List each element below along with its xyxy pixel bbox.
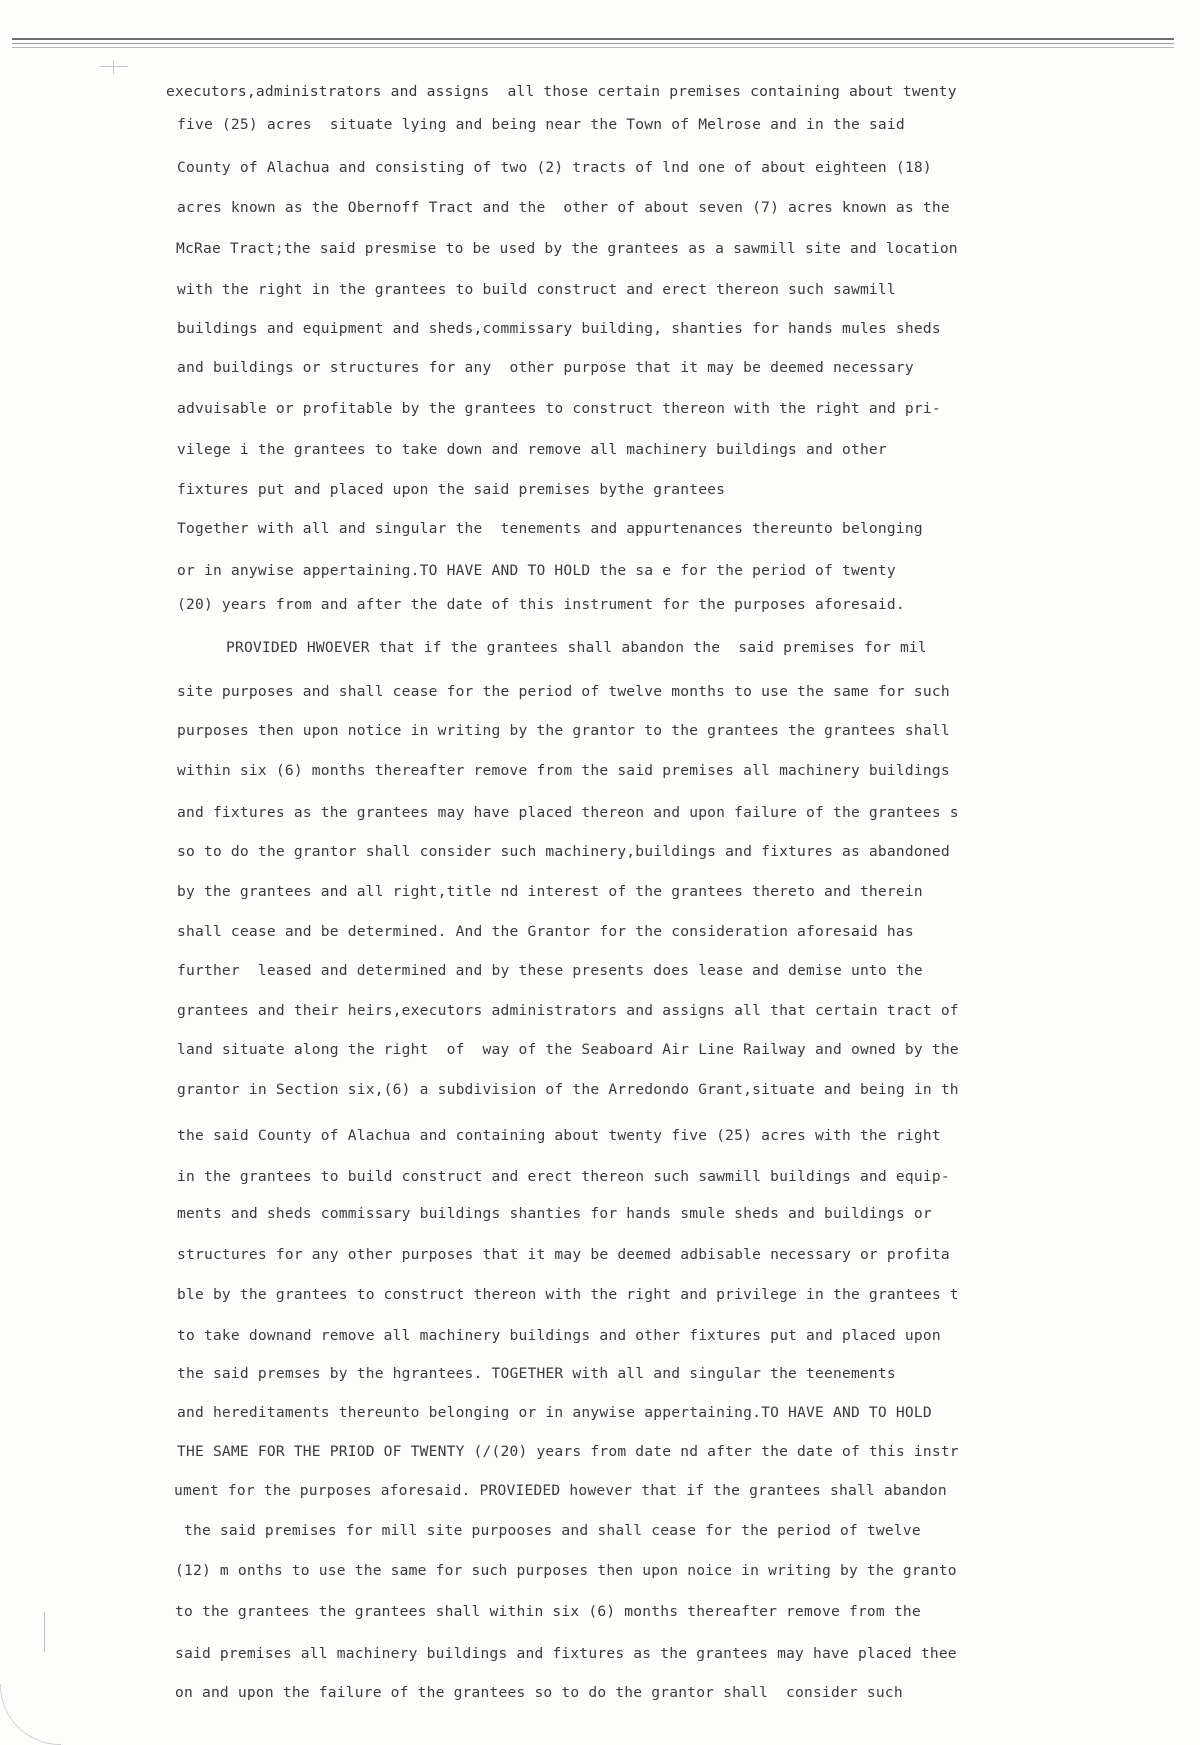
- text-line: shall cease and be determined. And the Grantor for the consideration aforesaid has: [177, 923, 914, 940]
- text-line: ments and sheds commissary buildings shanties for hands smule sheds and buildings or: [177, 1205, 932, 1222]
- text-line: THE SAME FOR THE PRIOD OF TWENTY (/(20) years from date nd after the date of this instr: [177, 1443, 959, 1460]
- text-line: ble by the grantees to construct thereon with the right and privilege in the grantees t: [177, 1286, 959, 1303]
- text-line: McRae Tract;the said presmise to be used by the grantees as a sawmill site and location: [176, 240, 958, 257]
- text-line: grantor in Section six,(6) a subdivision of the Arredondo Grant,situate and being in th: [177, 1081, 959, 1098]
- text-line: the said County of Alachua and containing about twenty five (25) acres with the right: [177, 1127, 941, 1144]
- text-line: purposes then upon notice in writing by the grantor to the grantees the grantees shall: [177, 722, 950, 739]
- text-line: on and upon the failure of the grantees so to do the grantor shall consider such: [175, 1684, 903, 1701]
- text-line: vilege i the grantees to take down and remove all machinery buildings and other: [177, 441, 887, 458]
- text-line: so to do the grantor shall consider such machinery,buildings and fixtures as abandoned: [177, 843, 950, 860]
- text-line: land situate along the right of way of the Seaboard Air Line Railway and owned by the: [177, 1041, 959, 1058]
- text-line: ument for the purposes aforesaid. PROVIEDED however that if the grantees shall abandon: [174, 1482, 947, 1499]
- text-line: (12) m onths to use the same for such purposes then upon noice in writing by the granto: [175, 1562, 957, 1579]
- text-line: by the grantees and all right,title nd interest of the grantees thereto and therein: [177, 883, 923, 900]
- text-line: the said premises for mill site purpooses and shall cease for the period of twelve: [175, 1522, 921, 1539]
- text-line: the said premses by the hgrantees. TOGETHER with all and singular the teenements: [177, 1365, 896, 1382]
- text-line: or in anywise appertaining.TO HAVE AND TO HOLD the sa e for the period of twenty: [177, 562, 896, 579]
- text-line: with the right in the grantees to build construct and erect thereon such sawmill: [177, 281, 896, 298]
- text-line: structures for any other purposes that it may be deemed adbisable necessary or profita: [177, 1246, 950, 1263]
- text-line: and fixtures as the grantees may have placed thereon and upon failure of the grantees s: [177, 804, 959, 821]
- text-line: and buildings or structures for any other purpose that it may be deemed necessary: [177, 359, 914, 376]
- text-line: County of Alachua and consisting of two (2) tracts of lnd one of about eighteen (18): [177, 159, 932, 176]
- text-line: and hereditaments thereunto belonging or in anywise appertaining.TO HAVE AND TO HOLD: [177, 1404, 932, 1421]
- text-line: (20) years from and after the date of this instrument for the purposes aforesaid.: [177, 596, 905, 613]
- text-line: in the grantees to build construct and erect thereon such sawmill buildings and equip-: [177, 1168, 950, 1185]
- text-line: buildings and equipment and sheds,commissary building, shanties for hands mules sheds: [177, 320, 941, 337]
- text-line: to take downand remove all machinery buildings and other fixtures put and placed upon: [177, 1327, 941, 1344]
- text-line: site purposes and shall cease for the period of twelve months to use the same for such: [177, 683, 950, 700]
- text-line: to the grantees the grantees shall within six (6) months thereafter remove from the: [175, 1603, 921, 1620]
- text-line: Together with all and singular the tenements and appurtenances thereunto belonging: [177, 520, 923, 537]
- text-line: further leased and determined and by these presents does lease and demise unto the: [177, 962, 923, 979]
- text-line: PROVIDED HWOEVER that if the grantees shall abandon the said premises for mil: [226, 639, 927, 656]
- text-line: fixtures put and placed upon the said premises bythe grantees: [177, 481, 726, 498]
- text-line: executors,administrators and assigns all those certain premises containing about twenty: [166, 83, 957, 100]
- text-line: within six (6) months thereafter remove from the said premises all machinery buildings: [177, 762, 950, 779]
- text-line: advuisable or profitable by the grantees to construct thereon with the right and pri-: [177, 400, 941, 417]
- text-line: said premises all machinery buildings and fixtures as the grantees may have placed thee: [175, 1645, 957, 1662]
- text-line: acres known as the Obernoff Tract and the other of about seven (7) acres known as the: [177, 199, 950, 216]
- text-line: grantees and their heirs,executors administrators and assigns all that certain tract of: [177, 1002, 959, 1019]
- text-line: five (25) acres situate lying and being near the Town of Melrose and in the said: [177, 116, 905, 133]
